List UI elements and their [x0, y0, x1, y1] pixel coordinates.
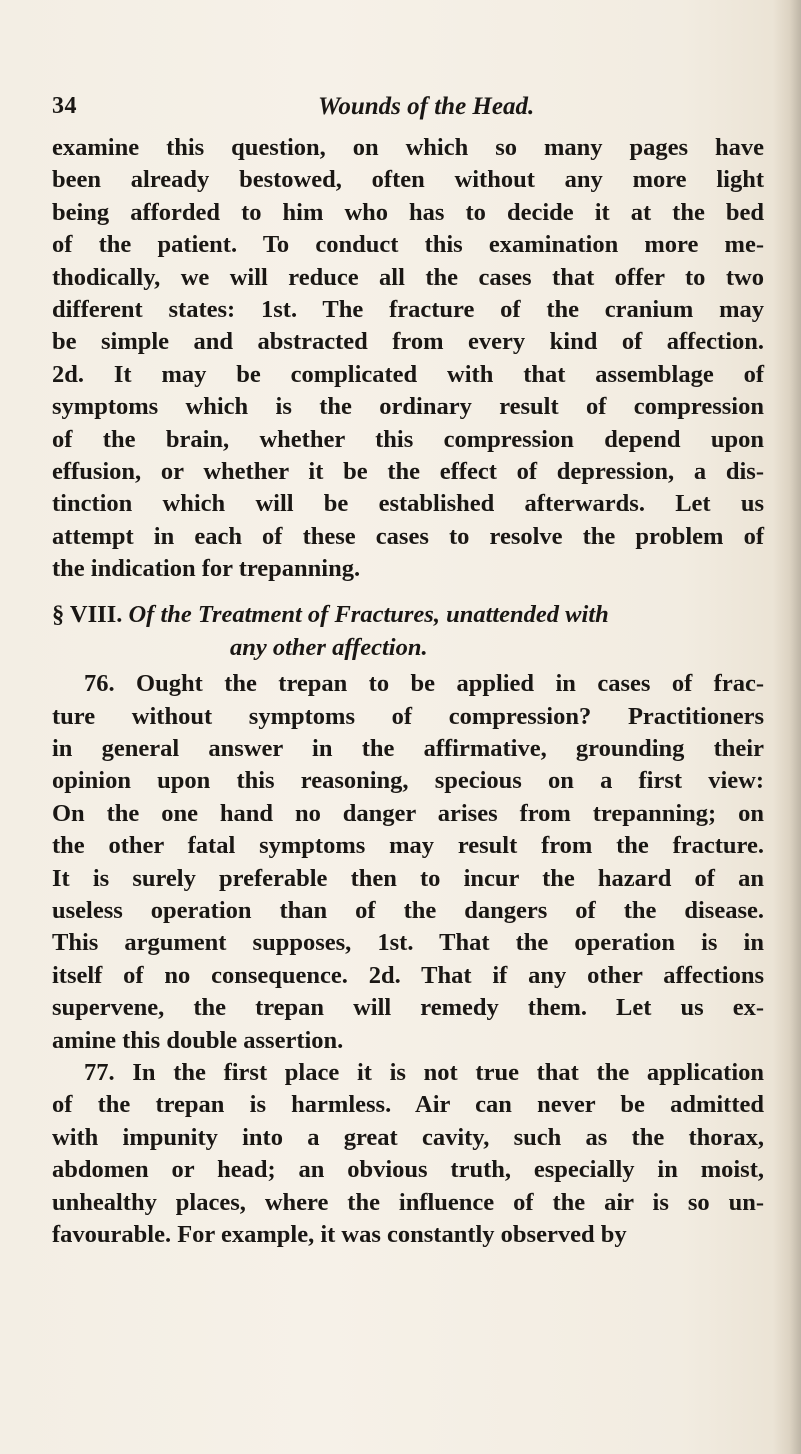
- text-line: 76. Ought the trepan to be applied in cases of frac-: [84, 670, 764, 698]
- running-title: Wounds of the Head.: [318, 93, 535, 120]
- text-line: be simple and abstracted from every kind of affection.: [52, 328, 764, 356]
- section-heading: [52, 599, 764, 631]
- text-line: 2d. It may be complicated with that assemblage of: [52, 360, 764, 388]
- text-line: tinction which will be established afterwards. Let us: [52, 490, 764, 518]
- text-line: This argument supposes, 1st. That the operation is in: [52, 929, 764, 957]
- paragraph-77: [52, 1057, 764, 1251]
- text-line: ture without symptoms of compression? Practitioners: [52, 702, 764, 730]
- section-title-line-2: any other affection.: [230, 633, 428, 661]
- section-number: § VIII.: [52, 601, 123, 629]
- text-line: in general answer in the affirmative, grounding their: [52, 735, 764, 763]
- text-line: favourable. For example, it was constantly observed by: [52, 1220, 627, 1248]
- text-line: different states: 1st. The fracture of the cranium may: [52, 295, 764, 323]
- page-header: [52, 93, 752, 127]
- text-line: itself of no consequence. 2d. That if any other affections: [52, 961, 764, 989]
- text-line: On the one hand no danger arises from trepanning; on: [52, 799, 764, 827]
- text-line: amine this double assertion.: [52, 1026, 344, 1054]
- text-line: useless operation than of the dangers of the disease.: [52, 896, 764, 924]
- text-line: attempt in each of these cases to resolve the problem of: [52, 522, 764, 550]
- text-line: of the patient. To conduct this examination more me-: [52, 231, 764, 259]
- text-line: of the brain, whether this compression depend upon: [52, 425, 764, 453]
- text-line: thodically, we will reduce all the cases that offer to two: [52, 263, 764, 291]
- text-line: unhealthy places, where the influence of the air is so un-: [52, 1188, 764, 1216]
- text-line: It is surely preferable then to incur the hazard of an: [52, 864, 764, 892]
- text-line: of the trepan is harmless. Air can never be admitted: [52, 1091, 764, 1119]
- text-line: being afforded to him who has to decide it at the bed: [52, 198, 764, 226]
- text-line: supervene, the trepan will remedy them. Let us ex-: [52, 994, 764, 1022]
- paragraph-76: [52, 668, 764, 1057]
- body-text: [52, 132, 764, 1251]
- text-line: 77. In the first place it is not true that the application: [84, 1058, 764, 1086]
- text-line: examine this question, on which so many pages have: [52, 134, 764, 161]
- section-title-line-1: Of the Treatment of Fractures, unattended with: [128, 601, 609, 629]
- text-line: been already bestowed, often without any more light: [52, 166, 764, 194]
- text-line: abdomen or head; an obvious truth, especially in moist,: [52, 1156, 764, 1184]
- page-edge-shadow: [773, 0, 801, 1454]
- page-number: 34: [52, 93, 77, 119]
- text-line: symptoms which is the ordinary result of compression: [52, 393, 764, 421]
- text-line: effusion, or whether it be the effect of depression, a dis-: [52, 457, 764, 485]
- text-line: with impunity into a great cavity, such as the thorax,: [52, 1123, 764, 1151]
- text-line: the indication for trepanning.: [52, 555, 361, 583]
- paragraph-intro: [52, 132, 764, 585]
- text-line: opinion upon this reasoning, specious on a first view:: [52, 767, 764, 795]
- text-line: the other fatal symptoms may result from the fracture.: [52, 832, 764, 860]
